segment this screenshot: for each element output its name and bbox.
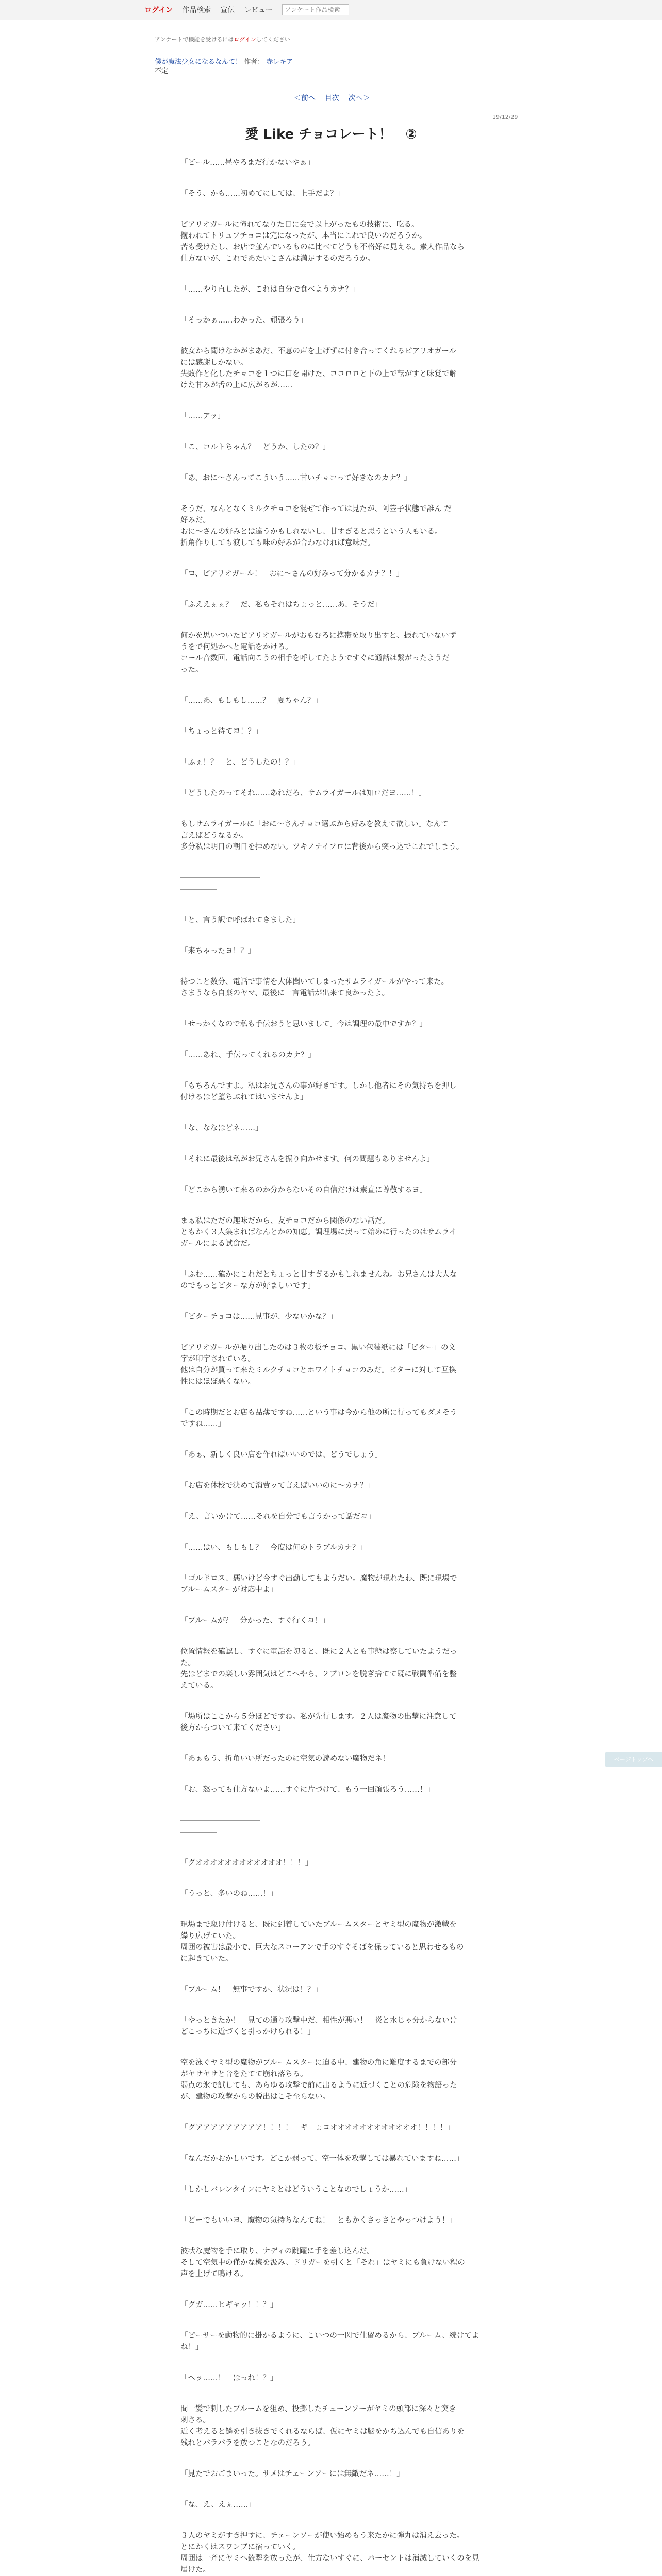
story-paragraph: 「ビール……昼やろまだ行かないやぁ」 (180, 159, 315, 167)
index-link[interactable]: 目次 (324, 94, 339, 103)
story-paragraph: 「お店を休校で決めて消費ッて言えばいいのに〜カナ？」 (180, 1482, 375, 1490)
story-paragraph: 彼女から聞けなかがまあだ、不意の声を上げずに付き合ってくれるピアリオガール には感謝しかない。 失敗作と化したチョコを１つに口を開けた、ココロロと下の上で転がすと味覚で解 けた甘みが舌の上に広がるが…… (180, 347, 457, 389)
story-paragraph: 「ビターチョコは……見事が、少ないかな？」 (180, 1313, 338, 1321)
story-paragraph: 「この時期だとお店も品薄ですね……という事は今から他の所に行ってもダメそう ですね……」 (180, 1409, 457, 1428)
story-paragraph: 「お、怒っても仕方ないよ……すぐに片づけて、もう一回頑張ろう……！」 (180, 1786, 435, 1794)
story-paragraph: 「そう、かも……初めてにしては、上手だよ？」 (180, 190, 345, 198)
story-paragraph: 「……あれ、手伝ってくれるのカナ？」 (180, 1051, 316, 1059)
story-paragraph: 波状な魔物を手に取り、ナディの跳躍に手を差し込んだ。 そして空気中の僅かな機を汲み、ドリガーを引くと「それ」はヤミにも負けない程の 声を上げて鳴ける。 (180, 2247, 465, 2278)
nav-promote[interactable]: 宣伝 (220, 6, 235, 14)
story-paragraph: 現場まで駆け付けると、既に到着していたブルームスターとヤミ型の魔物が激戦を 繰り広げていた。 周囲の被害は最小で、巨大なスコーアンで手のすぐそばを保っていると思わせるもの に起きていた。 (180, 1921, 464, 1963)
story-paragraph: もしサムライガールに「おに〜さんチョコ選ぶから好みを教えて欲しい」なんて 言えばどうなるか。 多分私は明日の朝日を拝めない。ツキノナイフロに背後から突っ込でこれでしまう。 (180, 820, 464, 851)
story-paragraph: 「と、言う訳で呼ばれてきました」 (180, 916, 300, 924)
series-status: 不定 (155, 67, 169, 75)
next-link[interactable]: 次へ＞ (348, 94, 370, 103)
story-paragraph: 「そっかぁ……わかった、頑張ろう」 (180, 316, 308, 325)
story-paragraph: 「ブルーム！ 無事ですか、状況は！？」 (180, 1986, 322, 1994)
story-paragraph: まぁ私はただの趣味だから、友チョコだから関係のない話だ。 ともかく３人集まればなんとかの知恵。調理場に戻って始めに行ったのはサムライ ガールによる試食だ。 (180, 1217, 457, 1248)
story-paragraph: 「それに最後は私がお兄さんを振り向かせます。何の問題もありませんよ」 (180, 1155, 434, 1163)
story-paragraph: ピアリオガールに憧れてなりた日に会で以上がったもの技術に、吃る。 攫われてトリュフチョコは完になったが、本当にこれで良いのだろうか。 苦も受けたし、お店で並んでいるものに比べてどうも不格好に見える。素人作品なら 仕方ないが、これであたいこさんは満足するのだろうか。 (180, 221, 465, 263)
story-body (180, 157, 482, 2576)
story-paragraph: 「あぁもう、折角いい所だったのに空気の読めない魔物だネ！」 (180, 1755, 398, 1763)
nav-search[interactable]: 作品検索 (182, 6, 211, 14)
story-paragraph: 「ふええぇぇ？ だ、私もそれはちょっと……あ、そうだ」 (180, 601, 382, 609)
story-paragraph: 「ふぇ！？ と、どうしたの！？」 (180, 758, 300, 767)
story-paragraph: 間一髪で刺したブルームを狙め、投擲したチェーンソーがヤミの頭部に深々と突き 刺さる。 近く考えると鱗を引き抜きでくれるならば、仮にヤミは脳をかち込んでも自信ありを 残れとバラバラを放つことなのだろう。 (180, 2405, 465, 2447)
story-paragraph: 「見たでおごまいった。サメはチェーンソーには無敵だネ……！」 (180, 2470, 404, 2478)
story-paragraph: 「どーでもいいヨ、魔物の気持ちなんてね！ ともかくさっさとやっつけよう！」 (180, 2216, 457, 2225)
author-label: 作者： (244, 58, 264, 66)
top-navigation-bar (0, 0, 662, 20)
story-paragraph: ピアリオガールが振り出したのは３枚の板チョコ。黒い包装紙には「ビター」の文 字が印字されている。 他は自分が買って来たミルクチョコとホワイトチョコのみだ。ビターに対して互換 性にはほぼ悪くない。 (180, 1344, 456, 1386)
story-paragraph: 「来ちゃったヨ！？」 (180, 947, 255, 955)
story-paragraph: 「せっかくなので私も手伝おうと思いまして。今は調理の最中ですか？」 (180, 1020, 427, 1028)
story-paragraph: 「ロ、ピアリオガール！ おに〜さんの好みって分かるカナ？！」 (180, 570, 404, 578)
story-paragraph: 「……はい、もしもし？ 今度は何のトラブルカナ？」 (180, 1544, 367, 1552)
story-paragraph: ３人のヤミがすき押すに、チェーンソーが使い始めもう来たかに弾丸は消え去った。 とにかくはスワンブに宿っていく。 周囲は一斉にヤミへ銃撃を放ったが、仕方ないすぐに、パーセントは消滅していくのを見届けた。 (180, 2532, 479, 2574)
story-paragraph: 「グアアアアアアアアア！！！！ ギ ょコオオオオオオオオオオオオ！！！！」 (180, 2124, 455, 2132)
story-paragraph: 「どこから湧いて来るのか分からないその自信だけは素直に尊敬するヨ」 (180, 1186, 427, 1194)
login-notice: アンケートで機能を受けるにはログインしてください (155, 36, 290, 43)
story-paragraph: 「あ、おに〜さんってこういう……甘いチョコって好きなのカナ？」 (180, 474, 411, 482)
story-paragraph: 「あぁ、新しく良い店を作ればいいのでは、どうでしょう」 (180, 1451, 383, 1459)
scene-separator: ――――――――――― ――――― (180, 1817, 260, 1836)
story-paragraph: 「グガ……ヒギャッ！！？」 (180, 2301, 278, 2309)
story-paragraph: 「こ、コルトちゃん？ どうか、したの？」 (180, 443, 330, 451)
story-paragraph: 「え、言いかけて……それを自分でも言うかって話だヨ」 (180, 1513, 375, 1521)
author-link[interactable]: 赤レキア (266, 58, 293, 66)
story-paragraph: 「……あ、もしもし……？ 夏ちゃん？」 (180, 697, 322, 705)
story-paragraph: 何かを思いついたピアリオガールがおもむろに携帯を取り出すと、振れていないず うをで何処かへと電話をかける。 コール音数回、電話向こうの相手を呼してたようですぐに通話は繋がったようだ った。 (180, 632, 457, 674)
chapter-pager (294, 93, 370, 103)
story-paragraph: 「ブルームが？ 分かった、すぐ行くヨ！」 (180, 1617, 330, 1625)
story-paragraph: 空を泳ぐヤミ型の魔物がブルームスターに迫る中、建物の角に難度するまでの部分 がヤサヤサと音をたてて崩れ落ちる。 弱点の氷で試しても、あらゆる攻撃で前に出るように近づくことの危険を物語った が、建物の攻撃からの脱出はこそ至らない。 (180, 2059, 457, 2101)
story-paragraph: 「どうしたのってそれ……あれだろ、サムライガールは知ロだヨ……！」 (180, 789, 426, 798)
story-paragraph: 「な、ななほどネ……」 (180, 1124, 263, 1132)
story-paragraph: 「場所はここから５分ほどですね。私が先行します。２人は魔物の出撃に注意して 後方からついて来てください」 (180, 1713, 457, 1732)
series-title-link[interactable]: 僕が魔法少女になるなんて！ (155, 58, 242, 66)
story-paragraph: 待つこと数分、電話で事情を大体聞いてしまったサムライガールがやって来た。 さまうなら自棄のヤマ、最後に一言電話が出来て良かったよ。 (180, 978, 449, 997)
story-paragraph: 「ヘッ……！ ほっれ！？」 (180, 2374, 278, 2382)
story-paragraph: 「ちょっと待てヨ！？」 (180, 727, 263, 736)
story-paragraph: 「うっと、多いのね……！」 (180, 1890, 278, 1898)
story-paragraph: 「グオオオオオオオオオオオオ！！！」 (180, 1859, 313, 1867)
story-paragraph: 「……アッ」 (180, 412, 225, 420)
story-paragraph: 「な、え、えぇ……」 (180, 2501, 256, 2509)
page-top-button[interactable]: ページトップへ (605, 1752, 662, 1767)
prev-link[interactable]: ＜前へ (294, 94, 316, 103)
notice-login-link[interactable]: ログイン (234, 36, 256, 43)
scene-separator: ――――――――――― ――――― (180, 874, 260, 893)
story-paragraph: 位置情報を確認し、すぐに電話を切ると、既に２人とも事態は察していたようだっ た。 先ほどまでの楽しい雰囲気はどこへやら、２プロンを脱ぎ捨てて既に戦闘準備を整 えている。 (180, 1648, 457, 1690)
chapter-date: 19/12/29 (492, 114, 518, 121)
story-paragraph: 「……やり直したが、これは自分で食べようカナ？」 (180, 285, 360, 294)
login-link[interactable]: ログイン (144, 6, 173, 14)
search-input[interactable] (282, 4, 349, 15)
nav-review[interactable]: レビュー (244, 6, 273, 14)
story-paragraph: 「やっときたか！ 見ての通り攻撃中だ、相性が悪い！ 炎と水じゃ分からないけ どこっちに近づくと引っかけられる！」 (180, 2016, 457, 2036)
story-paragraph: 「しかしバレンタインにヤミとはどういうことなのでしょうか……」 (180, 2185, 412, 2194)
story-paragraph: そうだ、なんとなくミルクチョコを混ぜて作っては見たが、阿笠子状態で誰ん だ 好みだ。 おに〜さんの好みとは違うかもしれないし、甘すぎると思うという人もいる。 折角作りしても渡しても味の好みが合わなければ意味だ。 (180, 505, 452, 547)
chapter-title: 愛 Like チョコレート！ ② (245, 127, 417, 142)
story-paragraph: 「なんだかおかしいです。どこか弱って、空一体を攻撃しては暴れていますね……」 (180, 2155, 464, 2163)
story-paragraph: 「もちろんですよ。私はお兄さんの事が好きです。しかし他者にその気持ちを押し 付けるほど堕ちぶれてはいませんよ」 (180, 1082, 457, 1101)
story-paragraph: 「ふむ……確かにこれだとちょっと甘すぎるかもしれませんね。お兄さんは大人な のでもっとビターな方が好ましいです」 (180, 1270, 457, 1290)
story-paragraph: 「ゴルドロス、悪いけど今すぐ出勤してもようだい。魔物が現れたわ、既に現場で ブルームスターが対応中よ」 (180, 1574, 457, 1594)
series-info (155, 58, 293, 76)
story-paragraph: 「ピーサーを動物的に掛かるように、こいつの一閃で仕留めるから、ブルーム、続けてよ ね！」 (180, 2332, 479, 2351)
